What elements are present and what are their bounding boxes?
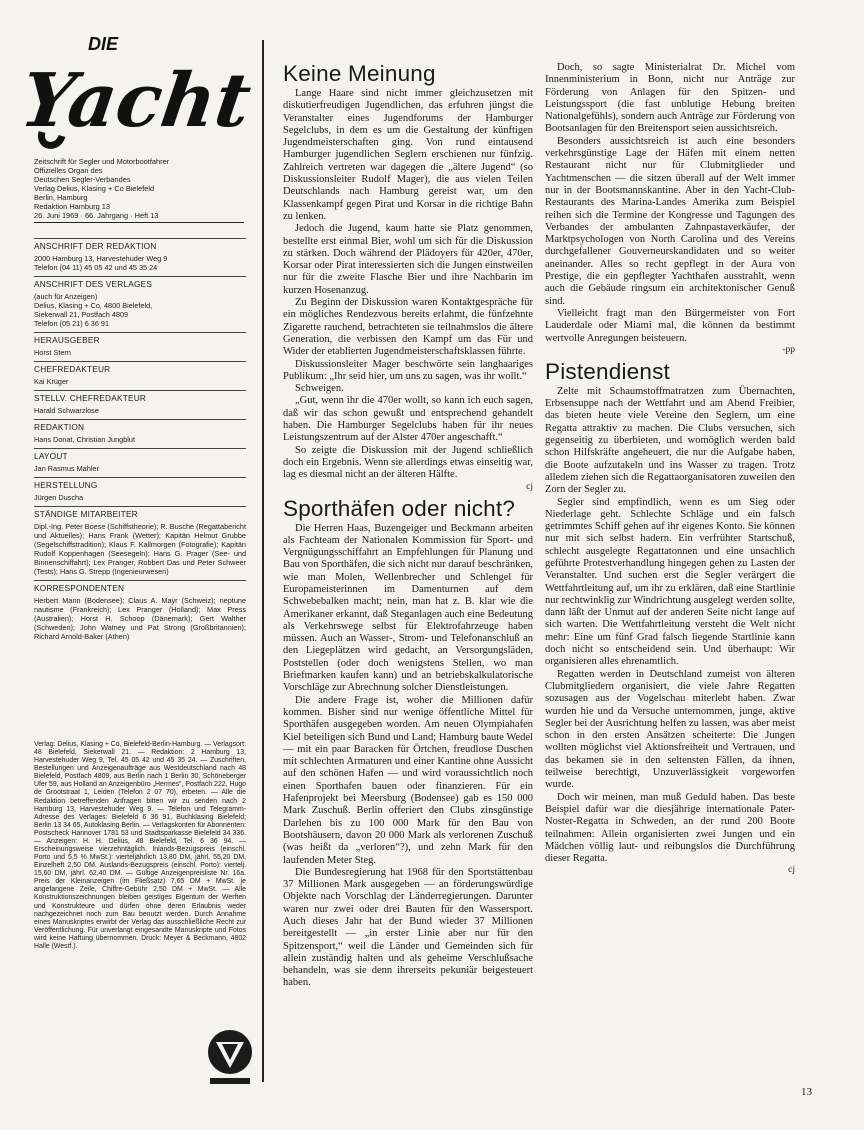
masthead	[34, 234, 246, 645]
section-line: Jan Rasmus Mahler	[34, 464, 99, 473]
section-heading: HERSTELLUNG	[34, 477, 246, 490]
publication-line: Deutschen Segler-Verbandes	[34, 175, 131, 184]
article-paragraph: Die andere Frage ist, woher die Millionen dafür kommen. Bisher sind nur wenige öffentliche Mittel für Sporthäfen ausgegeben worden. Am neuen Olympiahafen Kiel beteiligen sich Bund und Land; Hamburg baute Wedel — mit ein paar Baracken für Örtchen, freudlose Duschen mit schlechten Armaturen und einer Kantine ohne Aussicht auf den schönen Hafen — und wird voraussichtlich noch einen Sporthafen bauen oder finanzieren. Für ein Hafenprojekt bei Meersburg (Bodensee) gab es 150 000 Mark Zuschuß. Berlin offeriert den Clubs zinsgünstige Darlehen bis zu 100 000 Mark für den Bau von Bootshäusern, davon 20 000 Mark als verlorenen Zuschuß (was heißt da „verloren“?), und zehn Mark für den laufenden Meter Steg.	[283, 694, 533, 866]
section-body	[34, 292, 246, 328]
section-line: Telefon (05 21) 6 36 91	[34, 319, 110, 328]
column-divider	[262, 40, 264, 1082]
section-line: Hans Donat, Christian Jungblut	[34, 435, 135, 444]
section-body	[34, 348, 246, 357]
article-title: Keine Meinung	[283, 61, 436, 86]
section-line: Horst Stern	[34, 348, 71, 357]
article-paragraph: Schweigen.	[295, 383, 344, 395]
section-heading: REDAKTION	[34, 419, 246, 432]
section-body	[34, 464, 246, 473]
article-paragraph: Lange Haare sind nicht immer gleichzusetzen mit diskutierfreudigen Jugendlichen, das erfuhren jüngst die Veranstalter eines Jugendforums der Hamburger Segelclubs, in dem es um die Gestaltung der künftigen Jugendmeisterschaften ging. Von rund eintausend Hamburger jugendlichen Seglern erschienen nur fünfzig. Zahlreich vertreten war dagegen die „ältere Jugend“ (so Diskussionsleiter Rudolf Mager), die aus vielen Teilen Deutschlands nach Hamburg gereist war, um den Klassenkampf gegen Pirat und Korsar in die richtige Bahn zu lenken.	[283, 88, 533, 222]
section-heading: STÄNDIGE MITARBEITER	[34, 506, 246, 519]
section-body: Herbert Mann (Bodensee); Claus A. Mayr (Schweiz); neptune nautisme (Frankreich); Lex Pranger (Holland); Max Press (Australien); Horst H. Schoop (Dänemark); Gert Walther (Schweden); John Watney und Pat Strong (Großbritannien); Richard Arnold-Baker (Athen)	[34, 596, 246, 641]
section-body	[34, 493, 246, 502]
article-column-right	[545, 62, 795, 876]
article-paragraph: Segler sind empfindlich, wenn es um Sieg oder Niederlage geht. Schlechte Schläge und ein falsch getrimmtes Schiff gehen auf ihr eigenes Konto. Sie können nur mit sich selbst hadern. Ein verfrühter Startschuß, schlecht ausgelegte Regattatonnen und eine unsachlich geführte Protestverhandlung hingegen gehen zu Lasten der Veranstalter. Und suchen erst die Segler verärgert die Wettfahrtleitung auf, um ihr zu erklären, daß eine Startlinie nur rechtwinklig zur Windrichtung ausgelegt werden sollte, dann läßt der Unmut auf der anderen Seite nicht lange auf sich warten. Die Wettfahrtleitung versteht die Welt nicht mehr: Eine um fünf Grad falsch liegende Startlinie kann doch nicht so entscheidend sein. Und überhaupt: Wir organisieren alles ehrenamtlich.	[545, 496, 795, 668]
article-paragraph: Jedoch die Jugend, kaum hatte sie Platz genommen, bestellte erst einmal Bier, wohl um sich für die Diskussion zu stärken. Doch während der Plädoyers für 420er, 470er, Korsar oder Pirat interessierten sich die Jungen einstweilen nur für die zweite Flasche Bier und ihre Nachbarin im kurzen Hosenanzug.	[283, 223, 533, 296]
svg-text:Yacht: Yacht	[15, 56, 257, 144]
section-line: Delius, Klasing + Co, 4800 Bielefeld,	[34, 301, 153, 310]
section-heading: LAYOUT	[34, 448, 246, 461]
section-line: Jürgen Duscha	[34, 493, 84, 502]
publication-line: Berlin, Hamburg	[34, 193, 88, 202]
author-signature: cj	[788, 865, 795, 876]
masthead-section	[34, 506, 246, 576]
yacht-logo	[15, 28, 257, 163]
section-body	[34, 254, 246, 272]
section-line: (auch für Anzeigen)	[34, 292, 98, 301]
yacht-logo-artwork	[15, 28, 257, 163]
section-heading: ANSCHRIFT DES VERLAGES	[34, 276, 246, 289]
masthead-section	[34, 448, 246, 473]
publication-line: Verlag Delius, Klasing + Co Bielefeld	[34, 184, 155, 193]
masthead-section	[34, 276, 246, 328]
article-paragraph: Zelte mit Schaumstoffmatratzen zum Übernachten, Erbsensuppe nach der Wettfahrt und am Abend Freibier, das bieten heute viele Vereine den Seglern, um eine Regatta attraktiv zu machen. Die Clubs versuchen, sich gegenseitig zu überbieten, und womöglich werden bald schon Hilfskräfte angeheuert, die nur die Aufgabe haben, die Boote aufzutakeln und ins Wasser zu tragen. Trotz alledem ziehen sich die Regattaorganisatoren zuweilen den Zorn der Segler zu.	[545, 385, 795, 496]
article-paragraph: „Gut, wenn ihr die 470er wollt, so kann ich euch sagen, daß wir das schon gewußt und entsprechend gehandelt haben. Die Hamburger Segelclubs haben für ihr neues Leistungszentrum auf der Alster 470er angeschafft.“	[283, 395, 533, 444]
publication-line: Offizielles Organ des	[34, 166, 103, 175]
publisher-info: Verlag: Delius, Klasing + Co, Bielefeld-Berlin-Hamburg. — Verlagsort: 48 Bielefeld, Siekerwall 21. — Redaktion: 2 Hamburg 13, Harvestehuder Weg 9, Tel. 45 05 42 und 45 35 24. — Zuschriften, Bestellungen und Anzeigenaufträge aus Westdeutschland nach 48 Bielefeld, Postfach 4809, aus Berlin nach 1 Berlin 30, Schöneberger Ufer 59, aus Holland an Anzeigenbüro „Hermes“, Postfach 222, Hugo de Grootstraat 1, Leiden (Telefon 2 07 70), erbeten. — Alle die Redaktion betreffenden Anfragen bitten wir zu senden nach 2 Hamburg 13, Harvestehuder Weg 9. — Telefon und Telegramm-Adresse des Verlages: Bielefeld 6 36 91, Buchklasing Bielefeld; Berlin 13 34 65, Autoklasing Berlin. — Verlagskonten für Abonnenten: Postscheck Hannover 1781 53 und Stadtsparkasse Bielefeld 34 336. — Anzeigen: H. H. Delius, 48 Bielefeld, Tel. 6 36 94. — Erscheinungsweise vierzehntäglich. Inlands-Bezugspreis (einschl. Porto und 5,5 % MwSt.): vierteljährlich 13,80 DM, jährl. 55,20 DM, Einzelheft 2,50 DM. Auslands-Bezugspreis (einschl. Porto): viertelj. 15,60 DM, jährl. 62,40 DM. — Gültige Anzeigenpreisliste Nr. 16a. Preis der Kleinanzeigen (im Fließsatz) 7,65 DM + MwSt. je angefangene Zeile, Chiffre-Gebühr 2,50 DM + MwSt. — Alle Konstruktionszeichnungen bleiben geistiges Eigentum der Werften und Konstrukteure und dürfen ohne deren Erlaubnis weder nachgezeichnet noch zum Bau benutzt werden. Durch Annahme eines Manuskriptes erwirbt der Verlag das ausschließliche Recht zur Veröffentlichung. Für unverlangt eingesandte Manuskripte und Fotos wird keine Haftung übernommen. Druck: Meyer & Beckmann, 4802 Halle (Westf.).	[34, 741, 246, 950]
section-line: 2000 Hamburg 13, Harvestehuder Weg 9	[34, 254, 168, 263]
divider-rule	[34, 222, 244, 223]
section-body	[34, 435, 246, 444]
article-paragraph: Doch, so sagte Ministerialrat Dr. Michel vom Innenministerium in Bonn, nicht nur Anträge zur Förderung von Anlagen für den Spitzen- und Leistungssport (die fast unblutige Hebung breiten Nationalgefühls), sondern auch Anträge zur Förderung von Bootsanlagen für den Breitensport seien aussichtsreich.	[545, 62, 795, 135]
section-body	[34, 377, 246, 386]
section-heading: KORRESPONDENTEN	[34, 580, 246, 593]
publication-line: Zeitschrift für Segler und Motorbootfahrer	[34, 157, 170, 166]
ivw-emblem-icon	[206, 1028, 254, 1088]
section-body: Dipl.-Ing. Peter Boese (Schiffstheorie); R. Busche (Regattabericht und Aktuelles); Hans Frank (Wetter); Kapitän Helmut Grubbe (Segelschiffstradition); Klaus F. Kallmorgen (Fotografie); Kapitän Rudolf Koppenhagen (Seesegeln); Hans G. Prager (See- und Binnenschiffahrt); Lex Pranger, Robbert Das und Peter Schweer (Tests); Hans G. Strepp (Ingenieurwesen)	[34, 522, 246, 576]
section-heading: ANSCHRIFT DER REDAKTION	[34, 238, 246, 251]
article-paragraph: Vielleicht fragt man den Bürgermeister von Fort Lauderdale oder Miami mal, die können da bestimmt wertvolle Anregungen beisteuern.	[545, 307, 795, 344]
masthead-section	[34, 419, 246, 444]
article-paragraph: Doch wir meinen, man muß Geduld haben. Das beste Beispiel dafür war die diesjährige internationale Pater-Noster-Regatta in Schweden, an der rund 200 Boote teilnahmen: Allein organisierten zwei Jungen und ein Mädchen völlig laut- und reibungslos die Durchführung dieser Regatta.	[545, 791, 795, 865]
article-paragraph: Zu Beginn der Diskussion waren Kontaktgespräche für ein mögliches Rendezvous bereits erlahmt, die fünfzehnte Zigarette rauchend, betrachteten sie teilnahmslos die ältere Generation, die verbissen den Kampf um das Für und Wider der etablierten Jugendmeisterschaftsklassen führte.	[283, 297, 533, 358]
section-line: Siekerwall 21, Postfach 4809	[34, 310, 129, 319]
article-paragraph: Die Herren Haas, Buzengeiger und Beckmann arbeiten als Fachteam der Nationalen Kommission für Sport- und Vergnügungsschiffahrt an Empfehlungen für Planung und Bau von Sporthäfen, die sich nicht nur darauf beschränken, wie man Molen, Wellenbrecher und Schlengel für Europameisterinnen im Damenturnen auf dem Schwebebalken macht; nein, man hat z. B. klar wie die Amerikaner erkannt, daß Steganlagen auch eine Bedeutung als Verkehrswege selbst für Elektrofahrzeuge haben müssen. Auch an Wasser-, Strom- und Telefonanschluß an den Liegeplätzen wird gedacht, an Versorgungsläden, Poststellen (oder doch wenigstens Stellen, wo man Briefmarken kaufen kann) und an betriebskalkulatorische Vorschläge zur Abrechnung solcher Dienstleistungen.	[283, 522, 533, 694]
section-heading: CHEFREDAKTEUR	[34, 361, 246, 374]
article-paragraph: Besonders aussichtsreich ist auch eine besonders verkehrsgünstige Lage der Häfen mit einem netten Restaurant nicht nur für Clubmitglieder und Yachtmenschen — die sitzen überall auf der Welt immer nur in der Bootsmannskantine. Aber in den Yacht-Club-Restaurants des Marina-Landes Amerika zum Beispiel reihen sich die Termine der Kongresse und Tagungen des Verbandes der ambulanten Zahnpastaverkäufer, der Marktpsychologen von North Carolina und des Vereins durchgefallener Gouverneurskandidaten und so weiter aneinander. Alles so recht gepflegt in der Aura von Prestige, die ein gepflegter Yachthafen ausstrahlt, wenn auch die Gebäude ringsum ein architektonischer Genuß sind.	[545, 135, 795, 307]
article-column-left	[283, 62, 533, 990]
section-body	[34, 406, 246, 415]
author-signature: -pp	[782, 344, 795, 355]
masthead-section	[34, 332, 246, 357]
masthead-section	[34, 477, 246, 502]
svg-text:DIE: DIE	[88, 34, 119, 54]
masthead-section	[34, 238, 246, 272]
article-paragraph: Diskussionsleiter Mager beschwörte sein langhaariges Publikum: „Ihr seid hier, um uns zu sagen, was ihr wollt.“	[283, 358, 533, 382]
article-title: Sporthäfen oder nicht?	[283, 495, 516, 521]
publication-line: Redaktion Hamburg 13	[34, 202, 111, 211]
section-line: Kai Krüger	[34, 377, 69, 386]
article-paragraph: Die Bundesregierung hat 1968 für den Sportstättenbau 37 Millionen Mark ausgegeben — an förderungswürdige Objekte nach Vorschlag der Länderregierungen. Darunter waren nur zwei oder drei Bauten für den Wassersport. Auch dieses Jahr hat der Bund wieder 37 Millionen bereitgestellt — „in erster Linie aber nur für den Spitzensport,“ weil die Länder und Gemeinden sich für allein zuständig halten und als geheime Verschlußsache behandeln, was sie denn ihrerseits pekuniär beigesteuert haben.	[283, 866, 533, 989]
section-line: Harald Schwarzlose	[34, 406, 99, 415]
page-number: 13	[801, 1086, 812, 1098]
masthead-section	[34, 390, 246, 415]
author-signature: cj	[526, 481, 533, 492]
masthead-section	[34, 361, 246, 386]
publication-info	[34, 157, 244, 223]
section-line: Telefon (04 11) 45 05 42 und 45 35 24	[34, 263, 158, 272]
article-paragraph: So zeigte die Diskussion mit der Jugend schließlich doch ein Ergebnis. Wenn sie allerdings etwas einseitig war, lag es diesmal nicht an der älteren Hälfte.	[283, 444, 533, 481]
article-title: Pistendienst	[545, 358, 670, 384]
article-paragraph: Regatten werden in Deutschland zumeist von älteren Clubmitgliedern organisiert, die viele Jahre Regatten sozusagen aus der Vogelschau miterlebt haben. Zwar wurden hie und da Versuche unternommen, junge, aktive Segler bei der Ausrichtung helfen zu lassen, was aber meist schon in den ersten Ansätzen scheiterte: Die Jungen wollten möglichst viel Aktionsfreiheit und Vertrauen, und das bekamen sie in den seltensten Fällen, da ihnen, teilweise berechtigt, Unzuverlässigkeit vorgeworfen wurde.	[545, 668, 795, 791]
masthead-section	[34, 580, 246, 641]
section-heading: HERAUSGEBER	[34, 332, 246, 345]
section-heading: STELLV. CHEFREDAKTEUR	[34, 390, 246, 403]
issue-date-line: 26. Juni 1969 · 66. Jahrgang · Heft 13	[34, 211, 159, 220]
